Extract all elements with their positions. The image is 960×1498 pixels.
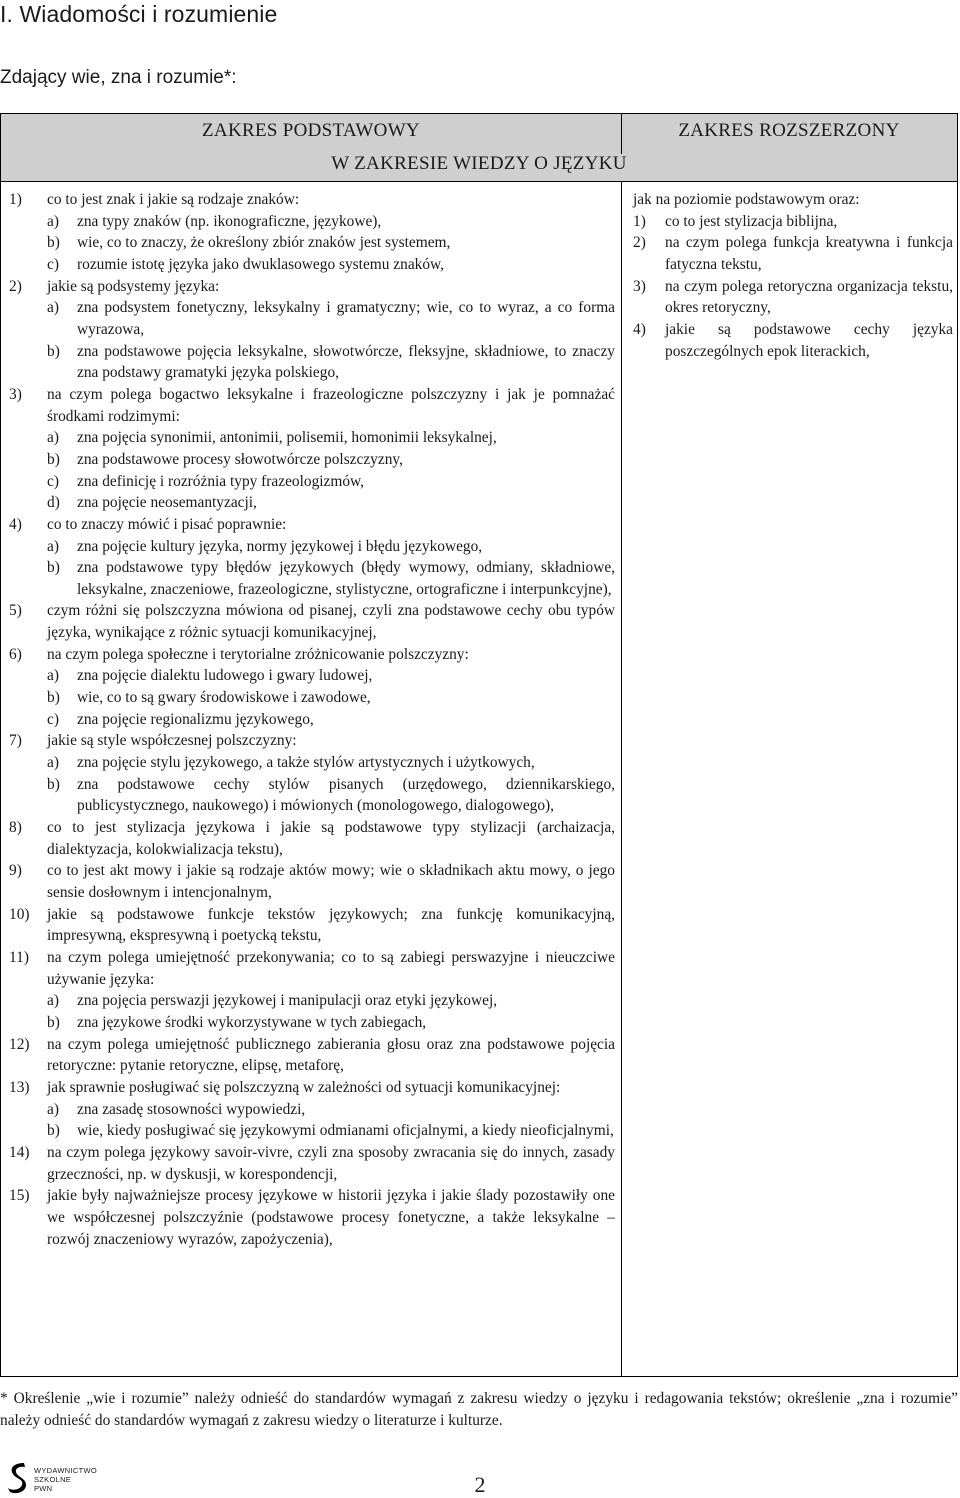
header-extended-scope: ZAKRES ROZSZERZONY xyxy=(678,120,900,141)
subitem-letter: a) xyxy=(47,212,59,230)
requirement-text: co to jest akt mowy i jakie są rodzaje aktów mowy; wie o składnikach aktu mowy, o jego sensie dosłownym i intencjonalnym, xyxy=(47,862,615,901)
subitem-letter: a) xyxy=(47,1100,59,1118)
extended-requirement-number: 4) xyxy=(633,320,646,338)
subitem-text: zna pojęcia synonimii, antonimii, polisemii, homonimii leksykalnej, xyxy=(77,429,497,447)
requirement-text: co to jest znak i jakie są rodzaje znaków: xyxy=(47,191,300,208)
subitem-text: zna podstawowe pojęcia leksykalne, słowotwórcze, fleksyjne, składniowe, to znaczy zna podstawy gramatyki języka polskiego, xyxy=(77,342,615,382)
requirement-number: 4) xyxy=(9,515,22,533)
subitem-letter: c) xyxy=(47,255,59,273)
requirement-subitem xyxy=(9,1012,615,1034)
requirement-text: na czym polega umiejętność przekonywania; co to są zabiegi perswazyjne i nieuczciwe używanie języka: xyxy=(47,948,615,988)
subitem-letter: c) xyxy=(47,472,59,490)
requirements-table xyxy=(0,113,958,1377)
extended-scope-column xyxy=(633,189,953,362)
requirement-subitem xyxy=(9,211,615,233)
subitem-text: zna podstawowe typy błędów językowych (błędy wymowy, odmiany, składniowe, leksykalne, znaczeniowe, frazeologiczne, stylistyczne, ortograficzne i interpunkcyjne), xyxy=(77,559,615,598)
requirement-subitem xyxy=(9,449,615,471)
subitem-letter: b) xyxy=(47,689,60,707)
footnote: * Określenie „wie i rozumie” należy odnieść do standardów wymagań z zakresu wiedzy o języku i redagowania tekstów; określenie „zna i rozumie” należy odnieść do standardów wymagań z zakresu wiedzy o literaturze i kulturze. xyxy=(0,1390,958,1429)
page-subheading: Zdający wie, zna i rozumie*: xyxy=(0,67,237,88)
subitem-letter: a) xyxy=(47,667,59,685)
extended-requirement-item xyxy=(633,232,953,275)
publisher-line-2: SZKOLNE xyxy=(34,1475,72,1484)
extended-requirement-item xyxy=(633,276,953,319)
requirement-subitem xyxy=(9,232,615,254)
publisher-line-1: WYDAWNICTWO xyxy=(34,1466,98,1475)
requirement-subitem xyxy=(9,471,615,493)
subitem-text: wie, co to są gwary środowiskowe i zawodowe, xyxy=(77,689,371,707)
requirement-item xyxy=(9,817,615,860)
requirement-item xyxy=(9,1142,615,1185)
requirement-item xyxy=(9,1034,615,1077)
extended-scope-list xyxy=(633,211,953,363)
requirement-subitem xyxy=(9,687,615,709)
requirement-text: jakie są style współczesnej polszczyzny: xyxy=(47,732,297,750)
extended-requirement-item xyxy=(633,211,953,233)
extended-requirement-text: co to jest stylizacja biblijna, xyxy=(665,212,838,230)
requirement-text: na czym polega językowy savoir-vivre, czyli zna sposoby zwracania się do innych, zasady grzeczności, np. w dyskusji, w korespondencji, xyxy=(47,1143,615,1183)
requirement-text: na czym polega społeczne i terytorialne zróżnicowanie polszczyzny: xyxy=(47,645,469,663)
header-bottom-rule xyxy=(1,181,957,182)
subitem-letter: b) xyxy=(47,1122,60,1140)
publisher-name xyxy=(34,1466,114,1493)
column-divider xyxy=(621,181,622,1376)
requirement-item xyxy=(9,644,615,666)
page-number: 2 xyxy=(474,1472,486,1497)
extended-requirement-text: na czym polega retoryczna organizacja tekstu, okres retoryczny, xyxy=(665,277,953,317)
header-knowledge-area: W ZAKRESIE WIEDZY O JĘZYKU xyxy=(331,153,627,174)
subitem-text: zna językowe środki wykorzystywane w tych zabiegach, xyxy=(77,1013,427,1031)
requirement-subitem xyxy=(9,557,615,600)
subitem-letter: b) xyxy=(47,775,60,793)
requirement-subitem xyxy=(9,492,615,514)
subitem-text: zna pojęcie kultury języka, normy językowej i błędu językowego, xyxy=(77,537,483,555)
subitem-text: zna pojęcie regionalizmu językowego, xyxy=(77,710,314,728)
requirement-subitem xyxy=(9,709,615,731)
requirement-number: 13) xyxy=(9,1078,30,1096)
requirement-number: 14) xyxy=(9,1143,30,1161)
requirement-item xyxy=(9,1185,615,1250)
requirement-text: jakie są podsystemy języka: xyxy=(47,277,220,295)
subitem-text: rozumie istotę języka jako dwuklasowego systemu znaków, xyxy=(77,255,444,273)
subitem-letter: a) xyxy=(47,754,59,772)
page-heading: I. Wiadomości i rozumienie xyxy=(0,1,278,27)
subitem-letter: c) xyxy=(47,710,59,728)
extended-requirement-text: jakie są podstawowe cechy języka poszczególnych epok literackich, xyxy=(665,320,953,360)
requirement-subitem xyxy=(9,1120,615,1142)
subitem-letter: d) xyxy=(47,494,60,512)
requirement-item xyxy=(9,1077,615,1099)
header-column-divider xyxy=(621,114,622,154)
subitem-text: zna pojęcie neosemantyzacji, xyxy=(77,494,257,512)
requirement-number: 10) xyxy=(9,905,30,923)
requirement-number: 2) xyxy=(9,277,22,295)
subitem-letter: b) xyxy=(47,1013,60,1031)
requirement-item xyxy=(9,600,615,643)
requirement-text: na czym polega bogactwo leksykalne i frazeologiczne polszczyzny i jak je pomnażać środkami rodzimymi: xyxy=(47,385,615,425)
requirement-number: 8) xyxy=(9,819,22,837)
requirement-subitem xyxy=(9,752,615,774)
requirement-item xyxy=(9,730,615,752)
requirement-subitem xyxy=(9,665,615,687)
requirement-number: 3) xyxy=(9,385,22,403)
subitem-text: zna typy znaków (np. ikonograficzne, językowe), xyxy=(77,212,382,230)
requirement-text: jak sprawnie posługiwać się polszczyzną w zależności od sytuacji komunikacyjnej: xyxy=(47,1078,561,1096)
subitem-letter: a) xyxy=(47,992,59,1010)
requirement-number: 15) xyxy=(9,1187,30,1205)
requirement-item xyxy=(9,384,615,427)
header-basic-scope: ZAKRES PODSTAWOWY xyxy=(202,120,420,141)
subitem-text: zna zasadę stosowności wypowiedzi, xyxy=(77,1100,306,1118)
subitem-letter: a) xyxy=(47,299,59,317)
subitem-letter: a) xyxy=(47,429,59,447)
requirement-item xyxy=(9,514,615,536)
subitem-letter: b) xyxy=(47,559,60,577)
requirement-item xyxy=(9,860,615,903)
requirement-text: czym różni się polszczyzna mówiona od pisanej, czyli zna podstawowe cechy obu typów języka, wynikające z różnic sytuacji komunikacyjnej, xyxy=(47,602,615,642)
subitem-text: zna pojęcia perswazji językowej i manipulacji oraz etyki językowej, xyxy=(77,992,498,1010)
requirement-item xyxy=(9,904,615,947)
requirement-text: co to znaczy mówić i pisać poprawnie: xyxy=(47,515,287,533)
subitem-text: zna pojęcie dialektu ludowego i gwary ludowej, xyxy=(77,667,373,685)
requirement-subitem xyxy=(9,774,615,817)
requirement-text: na czym polega umiejętność publicznego zabierania głosu oraz zna podstawowe pojęcia retoryczne: pytanie retoryczne, elipsę, metaforę, xyxy=(47,1035,615,1075)
requirement-item xyxy=(9,189,615,211)
extended-requirement-number: 3) xyxy=(633,277,646,295)
subitem-text: wie, co to znaczy, że określony zbiór znaków jest systemem, xyxy=(77,234,451,252)
requirement-item xyxy=(9,947,615,990)
subitem-text: zna podstawowe procesy słowotwórcze polszczyzny, xyxy=(77,450,403,468)
subitem-text: zna pojęcie stylu językowego, a także stylów artystycznych i użytkowych, xyxy=(77,754,535,772)
requirement-text: jakie są podstawowe funkcje tekstów językowych; zna funkcję komunikacyjną, impresywną, ekspresywną i poetycką tekstu, xyxy=(47,905,615,945)
subitem-letter: b) xyxy=(47,234,60,252)
requirement-number: 6) xyxy=(9,645,22,663)
subitem-letter: b) xyxy=(47,450,60,468)
requirement-subitem xyxy=(9,1099,615,1121)
requirement-number: 12) xyxy=(9,1035,30,1053)
requirement-subitem xyxy=(9,254,615,276)
extended-requirement-item xyxy=(633,319,953,362)
requirement-subitem xyxy=(9,297,615,340)
subitem-letter: a) xyxy=(47,537,59,555)
requirement-text: jakie były najważniejsze procesy językowe w historii języka i jakie ślady pozostawiły one we współczesnej polszczyźnie (podstawowe procesy fonetyczne, a także leksykalne – rozwój znaczeniowy wyrazów, zapożyczenia), xyxy=(47,1187,615,1248)
requirement-subitem xyxy=(9,536,615,558)
subitem-text: zna podsystem fonetyczny, leksykalny i gramatyczny; wie, co to wyraz, a co forma wyrazowa, xyxy=(77,299,615,338)
requirement-number: 7) xyxy=(9,732,22,750)
publisher-logo-icon xyxy=(4,1460,30,1494)
extended-requirement-text: na czym polega funkcja kreatywna i funkcja fatyczna tekstu, xyxy=(665,234,953,273)
requirement-text: co to jest stylizacja językowa i jakie są podstawowe typy stylizacji (archaizacja, dialektyzacja, kolokwializacja tekstu), xyxy=(47,819,615,858)
subitem-text: zna definicję i rozróżnia typy frazeologizmów, xyxy=(77,472,365,490)
basic-scope-column xyxy=(9,189,615,1250)
extended-requirement-number: 2) xyxy=(633,234,646,252)
requirement-subitem xyxy=(9,427,615,449)
subitem-text: wie, kiedy posługiwać się językowymi odmianami oficjalnymi, a kiedy nieoficjalnymi, xyxy=(77,1122,614,1140)
requirement-subitem xyxy=(9,990,615,1012)
extended-requirement-number: 1) xyxy=(633,212,646,230)
requirement-number: 11) xyxy=(9,948,29,966)
requirement-number: 5) xyxy=(9,602,22,620)
subitem-text: zna podstawowe cechy stylów pisanych (urzędowego, dziennikarskiego, publicystycznego, naukowego) i mówionych (monologowego, dialogowego), xyxy=(77,775,615,815)
requirement-item xyxy=(9,276,615,298)
subitem-letter: b) xyxy=(47,342,60,360)
requirement-subitem xyxy=(9,341,615,384)
requirement-number: 1) xyxy=(9,191,22,208)
requirement-number: 9) xyxy=(9,862,22,880)
extended-scope-intro: jak na poziomie podstawowym oraz: xyxy=(633,191,860,208)
publisher-line-3: PWN xyxy=(34,1484,53,1493)
